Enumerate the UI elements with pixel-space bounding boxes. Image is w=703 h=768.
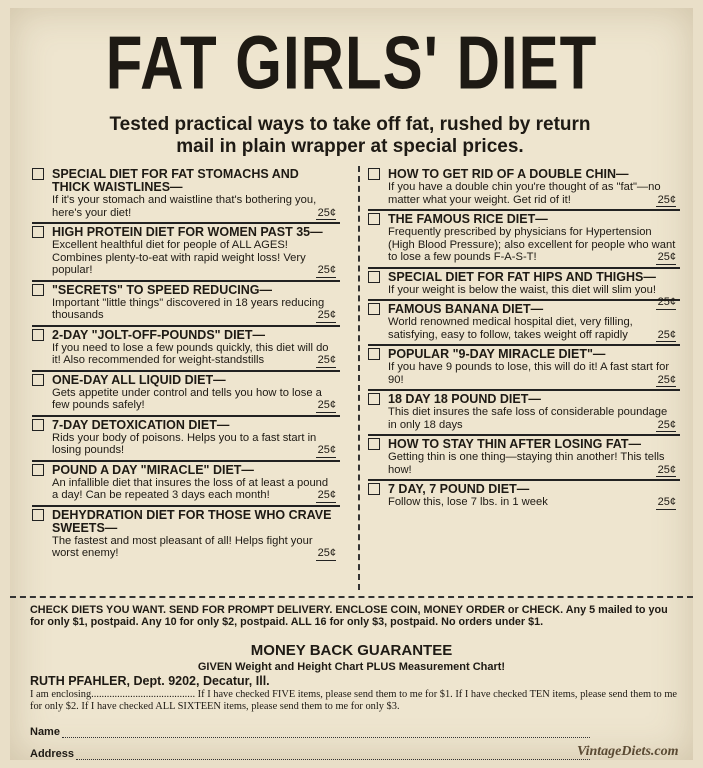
checkbox[interactable] — [32, 374, 44, 386]
diet-item[interactable]: 18 DAY 18 POUND DIET— This diet insures the safe loss of considerable poundage in only 18 days 25¢ — [368, 391, 680, 436]
price: 25¢ — [657, 251, 676, 263]
diet-item[interactable]: THE FAMOUS RICE DIET— Frequently prescribed by physicians for Hypertension (High Blood Pressure); also excellent for people who want to lose a few pounds F-A-S-T! 25¢ — [368, 211, 680, 269]
diet-item[interactable]: SPECIAL DIET FOR FAT STOMACHS AND THICK WAISTLINES— If it's your stomach and waistline that's bothering you, here's your diet! 25¢ — [32, 166, 340, 224]
diet-item[interactable]: FAMOUS BANANA DIET— World renowned medical hospital diet, very filling, satisfying, easy to follow, takes weight off rapidly 25¢ — [368, 301, 680, 346]
price: 25¢ — [317, 547, 336, 559]
ad-page — [10, 8, 693, 760]
price: 25¢ — [657, 193, 676, 206]
price: 25¢ — [657, 418, 676, 431]
checkbox[interactable] — [32, 168, 44, 180]
diet-item[interactable]: "SECRETS" TO SPEED REDUCING— Important "little things" discovered in 18 years reducing thousands 25¢ — [32, 282, 340, 327]
checkbox[interactable] — [368, 393, 380, 405]
name-field[interactable]: Name — [30, 726, 590, 738]
price: 25¢ — [317, 354, 336, 366]
checkbox[interactable] — [32, 284, 44, 296]
diet-item[interactable]: 7-DAY DETOXICATION DIET— Rids your body of poisons. Helps you to a fast start in losing pounds! 25¢ — [32, 417, 340, 462]
guarantee-heading: MONEY BACK GUARANTEE — [250, 642, 453, 659]
diet-item[interactable]: HOW TO STAY THIN AFTER LOSING FAT— Getting thin is one thing—staying thin another! This tells how! 25¢ — [368, 436, 680, 481]
diet-item[interactable]: 7 DAY, 7 POUND DIET— Follow this, lose 7 lbs. in 1 week 25¢ — [368, 481, 680, 512]
headline: FAT GIRLS' DIET — [105, 21, 598, 105]
checkbox[interactable] — [368, 348, 380, 360]
price: 25¢ — [317, 444, 336, 456]
column-divider — [358, 166, 360, 590]
diet-item[interactable]: HOW TO GET RID OF A DOUBLE CHIN— If you have a double chin you're thought of as "fat"—no matter what your weight. Get rid of it! 25¢ — [368, 166, 680, 211]
diet-item[interactable]: POUND A DAY "MIRACLE" DIET— An infallible diet that insures the loss of at least a pound a day! Can be repeated 3 days each month! 25¢ — [32, 462, 340, 507]
price: 25¢ — [657, 463, 676, 476]
checkbox[interactable] — [368, 483, 380, 495]
subhead: Tested practical ways to take off fat, rushed by return mail in plain wrapper at special prices. — [109, 114, 591, 157]
checkbox[interactable] — [32, 329, 44, 341]
diet-item[interactable]: SPECIAL DIET FOR FAT HIPS AND THIGHS— If your weight is below the waist, this diet will slim you! 25¢ — [368, 269, 680, 302]
order-instructions: CHECK DIETS YOU WANT. SEND FOR PROMPT DELIVERY. ENCLOSE COIN, MONEY ORDER or CHECK. Any 5 mailed to you for only $1, postpaid. Any 10 for only $2, postpaid. ALL 16 for only $3, postpaid. No orders under $1. — [30, 604, 668, 628]
name-input-line[interactable] — [62, 728, 590, 738]
guarantee-subtext: GIVEN Weight and Height Chart PLUS Measurement Chart! — [197, 661, 506, 673]
price: 25¢ — [317, 489, 336, 501]
checkbox[interactable] — [368, 271, 380, 283]
diet-item[interactable]: POPULAR "9-DAY MIRACLE DIET"— If you have 9 pounds to lose, this will do it! A fast start for 90! 25¢ — [368, 346, 680, 391]
diet-item[interactable]: HIGH PROTEIN DIET FOR WOMEN PAST 35— Excellent healthful diet for people of ALL AGES! Combines plenty-to-eat with rapid weight loss! Very popular! 25¢ — [32, 224, 340, 282]
address-field[interactable]: Address — [30, 748, 590, 760]
price: 25¢ — [657, 496, 676, 508]
diet-item[interactable]: ONE-DAY ALL LIQUID DIET— Gets appetite under control and tells you how to lose a few pounds safely! 25¢ — [32, 372, 340, 417]
price: 25¢ — [657, 296, 676, 308]
diet-item[interactable]: 2-DAY "JOLT-OFF-POUNDS" DIET— If you need to lose a few pounds quickly, this diet will do it! Also recommended for weight-standstills 25¢ — [32, 327, 340, 372]
mailing-address: RUTH PFAHLER, Dept. 9202, Decatur, Ill. — [30, 674, 270, 688]
price: 25¢ — [317, 264, 336, 276]
left-diet-column — [32, 166, 340, 563]
diet-item[interactable]: DEHYDRATION DIET FOR THOSE WHO CRAVE SWEETS— The fastest and most pleasant of all! Helps fight your worst enemy! 25¢ — [32, 507, 340, 563]
address-input-line[interactable] — [76, 750, 590, 760]
price: 25¢ — [317, 206, 336, 219]
watermark: VintageDiets.com — [577, 744, 679, 759]
checkbox[interactable] — [368, 213, 380, 225]
right-diet-column — [368, 166, 680, 512]
checkbox[interactable] — [368, 168, 380, 180]
checkbox[interactable] — [32, 419, 44, 431]
price: 25¢ — [317, 309, 336, 321]
checkbox[interactable] — [32, 464, 44, 476]
checkbox[interactable] — [32, 226, 44, 238]
enclosing-text: I am enclosing........................................ If I have checked FIVE items, please send them to me for $1. If I have checked TEN items, please send them to me for only $2. If I have checked ALL SIXTEEN items, please send them to me for only $3. — [30, 689, 678, 712]
checkbox[interactable] — [368, 303, 380, 315]
price: 25¢ — [657, 328, 676, 341]
coupon-cut-line — [10, 596, 693, 598]
checkbox[interactable] — [32, 509, 44, 521]
checkbox[interactable] — [368, 438, 380, 450]
price: 25¢ — [317, 399, 336, 411]
price: 25¢ — [657, 373, 676, 386]
